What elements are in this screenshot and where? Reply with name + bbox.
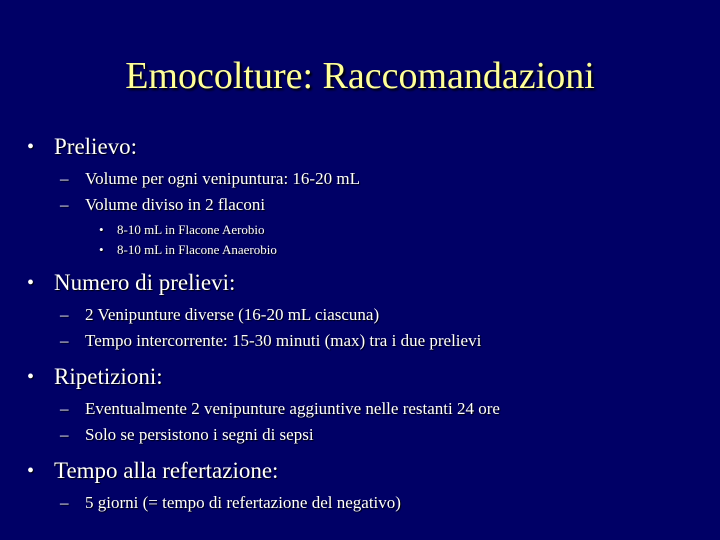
slide-title: Emocolture: Raccomandazioni [125, 55, 595, 97]
bullet-numero-prelievi [27, 266, 707, 300]
sub-item-text: Solo se persistono i segni di sepsi [85, 425, 314, 444]
bullet-icon: • [99, 222, 104, 237]
sub-sub-item-text: 8-10 mL in Flacone Aerobio [117, 222, 265, 237]
bullet-tempo-refertazione [27, 454, 707, 488]
bullet-icon: • [27, 366, 35, 388]
dash-icon: – [60, 425, 69, 444]
sub-item-text: Tempo intercorrente: 15-30 minuti (max) tra i due prelievi [85, 331, 482, 350]
sub-item [27, 302, 707, 328]
bullet-text: Numero di prelievi: [54, 270, 236, 295]
sub-item [27, 166, 707, 192]
sub-item-text: Volume per ogni venipuntura: 16-20 mL [85, 169, 360, 188]
dash-icon: – [60, 331, 69, 350]
bullet-icon: • [27, 136, 35, 158]
bullet-icon: • [99, 242, 104, 257]
bullet-icon: • [27, 272, 35, 294]
sub-sub-item [27, 240, 707, 260]
bullet-icon: • [27, 460, 35, 482]
sub-item [27, 422, 707, 448]
bullet-prelievo [27, 130, 707, 164]
bullet-text: Prelievo: [54, 134, 138, 159]
sub-item [27, 328, 707, 354]
dash-icon: – [60, 493, 69, 512]
sub-item-text: Volume diviso in 2 flaconi [85, 195, 266, 214]
sub-item-text: Eventualmente 2 venipunture aggiuntive nelle restanti 24 ore [85, 399, 500, 418]
sub-sub-item [27, 220, 707, 240]
sub-sub-item-text: 8-10 mL in Flacone Anaerobio [117, 242, 277, 257]
sub-item-text: 2 Venipunture diverse (16-20 mL ciascuna) [85, 305, 380, 324]
sub-item [27, 396, 707, 422]
dash-icon: – [60, 399, 69, 418]
dash-icon: – [60, 195, 69, 214]
dash-icon: – [60, 305, 69, 324]
dash-icon: – [60, 169, 69, 188]
slide-content [27, 130, 707, 516]
sub-item [27, 192, 707, 218]
bullet-ripetizioni [27, 360, 707, 394]
sub-item-text: 5 giorni (= tempo di refertazione del negativo) [85, 493, 401, 512]
bullet-text: Tempo alla refertazione: [54, 458, 279, 483]
bullet-text: Ripetizioni: [54, 364, 163, 389]
sub-item [27, 490, 707, 516]
